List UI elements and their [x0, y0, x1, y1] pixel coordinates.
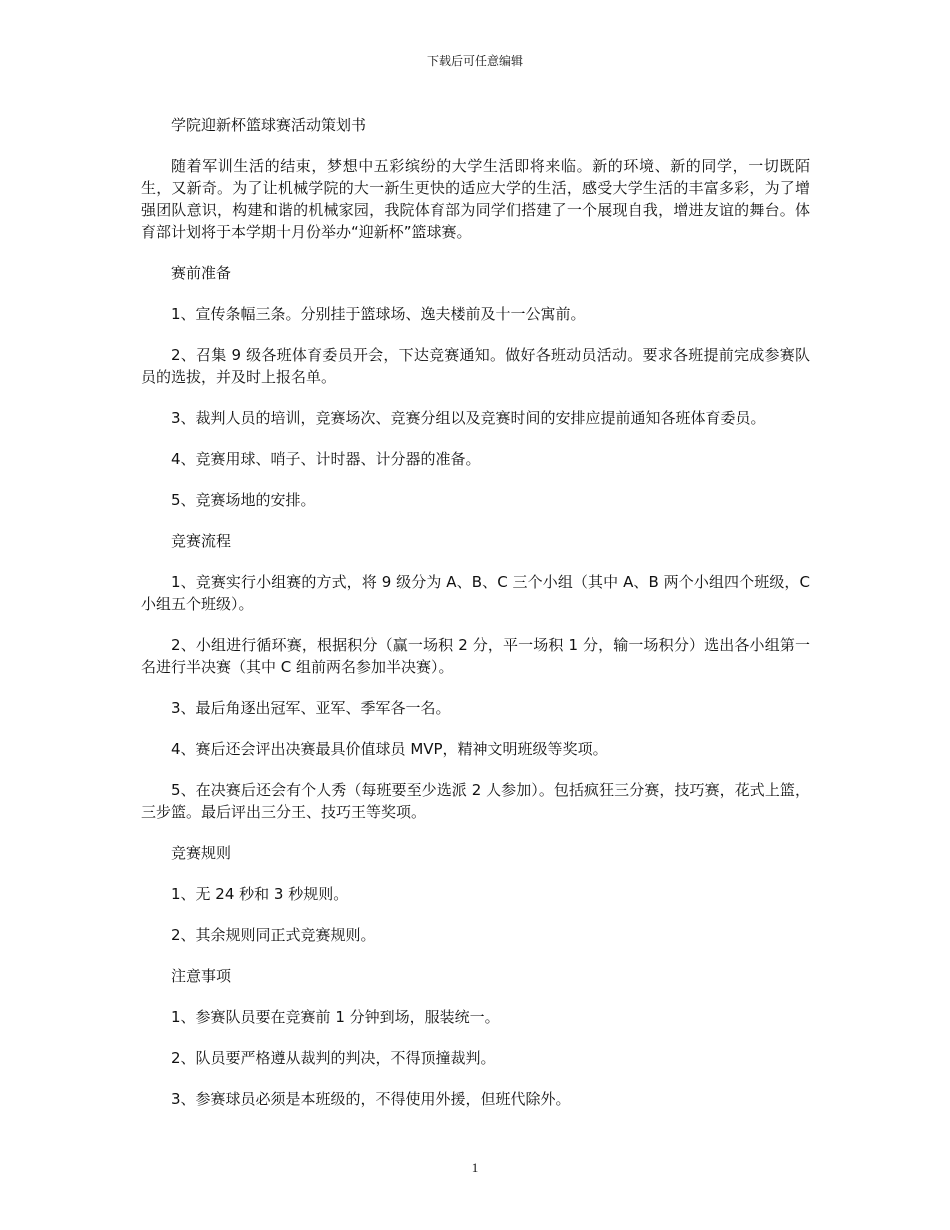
document-title: 学院迎新杯篮球赛活动策划书 [171, 116, 367, 134]
section-heading-preparation: 赛前准备 [171, 264, 232, 282]
list-item: 1、竞赛实行小组赛的方式，将 9 级分为 A、B、C 三个小组（其中 A、B 两个小组四个班级，C 小组五个班级）。 [141, 573, 810, 613]
intro-paragraph: 随着军训生活的结束，梦想中五彩缤纷的大学生活即将来临。新的环境、新的同学，一切既陌生，又新奇。为了让机械学院的大一新生更快的适应大学的生活，感受大学生活的丰富多彩，为了增强团队意识，构建和谐的机械家园，我院体育部为同学们搭建了一个展现自我，增进友谊的舞台。体育部计划将于本学期十月份举办“迎新杯”篮球赛。 [141, 157, 810, 241]
list-item: 1、宣传条幅三条。分别挂于篮球场、逸夫楼前及十一公寓前。 [171, 305, 586, 323]
list-item: 2、召集 9 级各班体育委员开会，下达竞赛通知。做好各班动员活动。要求各班提前完成参赛队员的选拔，并及时上报名单。 [141, 346, 810, 386]
list-item: 5、在决赛后还会有个人秀（每班要至少选派 2 人参加）。包括疯狂三分赛，技巧赛，花式上篮，三步篮。最后评出三分王、技巧王等奖项。 [141, 781, 810, 821]
list-item: 1、无 24 秒和 3 秒规则。 [171, 885, 349, 903]
page-header: 下载后可任意编辑 [426, 54, 523, 68]
section-heading-process: 竞赛流程 [171, 532, 232, 550]
list-item: 2、小组进行循环赛，根据积分（赢一场积 2 分，平一场积 1 分，输一场积分）选出各小组第一名进行半决赛（其中 C 组前两名参加半决赛）。 [141, 636, 810, 676]
list-item: 2、队员要严格遵从裁判的判决，不得顶撞裁判。 [171, 1049, 496, 1067]
page-number: 1 [471, 1160, 479, 1175]
section-heading-rules: 竞赛规则 [171, 844, 232, 862]
list-item: 2、其余规则同正式竞赛规则。 [171, 926, 376, 944]
list-item: 3、参赛球员必须是本班级的，不得使用外援，但班代除外。 [171, 1090, 571, 1108]
document-body [141, 114, 810, 1129]
list-item: 3、裁判人员的培训，竞赛场次、竞赛分组以及竞赛时间的安排应提前通知各班体育委员。 [171, 409, 766, 427]
section-heading-notes: 注意事项 [171, 967, 232, 985]
list-item: 4、赛后还会评出决赛最具价值球员 MVP，精神文明班级等奖项。 [171, 740, 608, 758]
list-item: 3、最后角逐出冠军、亚军、季军各一名。 [171, 699, 451, 717]
list-item: 5、竞赛场地的安排。 [171, 491, 316, 509]
list-item: 4、竞赛用球、哨子、计时器、计分器的准备。 [171, 450, 481, 468]
list-item: 1、参赛队员要在竞赛前 1 分钟到场，服装统一。 [171, 1008, 500, 1026]
